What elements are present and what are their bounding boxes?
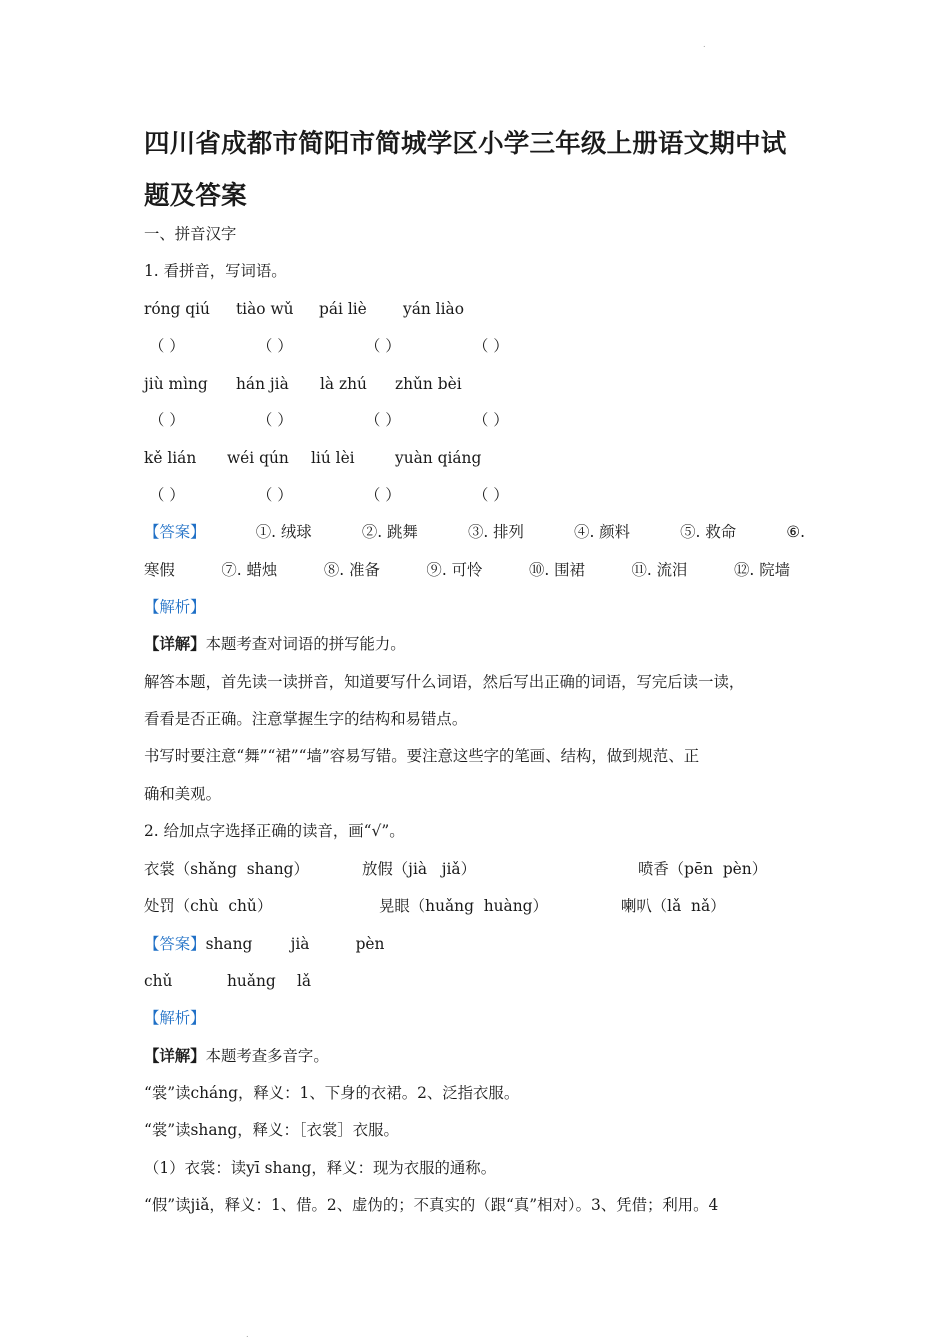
answer-item: ⑥. xyxy=(786,523,805,541)
pinyin-row-1 xyxy=(144,299,464,319)
answer-blank: （ ） xyxy=(149,337,185,355)
pinyin: jiù mìng xyxy=(144,375,208,393)
question-1-prompt: 1. 看拼音，写词语。 xyxy=(144,262,287,280)
q2-option: 喇叭（lǎ nǎ） xyxy=(621,897,726,915)
answer-blank: （ ） xyxy=(365,337,401,355)
answer-blank: （ ） xyxy=(473,337,509,355)
question-2-prompt: 2. 给加点字选择正确的读音，画“√”。 xyxy=(144,822,405,840)
explanation-text: 书写时要注意“舞”“裙”“墙”容易写错。要注意这些字的笔画、结构，做到规范、正 xyxy=(144,747,700,765)
q2-option: 晃眼（huǎng huàng） xyxy=(379,897,548,915)
footer-dot: . xyxy=(246,1330,249,1339)
explanation-text: （1）衣裳：读yī shang，释义：现为衣服的通称。 xyxy=(144,1159,497,1177)
header-dot: . xyxy=(703,40,706,49)
section-heading: 一、拼音汉字 xyxy=(144,225,237,243)
pinyin: tiào wǔ xyxy=(236,300,294,318)
pinyin: róng qiú xyxy=(144,300,210,318)
answer-item: jià xyxy=(290,935,310,953)
answer-item: shang xyxy=(205,935,253,953)
answer-blank: （ ） xyxy=(365,411,401,429)
pinyin: zhǔn bèi xyxy=(395,375,462,393)
explanation-text: 看看是否正确。注意掌握生字的结构和易错点。 xyxy=(144,710,468,728)
pinyin: yuàn qiáng xyxy=(395,449,482,467)
pinyin: hán jià xyxy=(236,375,289,393)
pinyin: liú lèi xyxy=(311,449,355,467)
explanation-text: “假”读jiǎ，释义：1、借。2、虚伪的；不真实的（跟“真”相对）。3、凭借；利用。4 xyxy=(144,1196,719,1214)
pinyin: wéi qún xyxy=(227,449,289,467)
explanation-text: 解答本题，首先读一读拼音，知道要写什么词语，然后写出正确的词语，写完后读一读， xyxy=(144,673,745,691)
answer-item: pèn xyxy=(355,935,385,953)
detail-tag: 【详解】 xyxy=(144,635,206,653)
answer-blank: （ ） xyxy=(473,486,509,504)
answer-blank: （ ） xyxy=(257,337,293,355)
answer-item: lǎ xyxy=(297,972,312,990)
answer-item: ⑫. 院墙 xyxy=(734,561,790,579)
q2-option: 处罚（chù chǔ） xyxy=(144,897,273,915)
blank-row-1 xyxy=(149,336,509,356)
answer-blank: （ ） xyxy=(257,411,293,429)
analysis-tag: 【解析】 xyxy=(144,1009,206,1027)
answer-tag: 【答案】 xyxy=(144,935,206,953)
answer-item: ⑧. 准备 xyxy=(323,561,380,579)
detail-text: 本题考查对词语的拼写能力。 xyxy=(205,635,406,653)
q1-answer-line-2 xyxy=(144,560,790,580)
pinyin-row-3 xyxy=(144,448,481,468)
detail-text: 本题考查多音字。 xyxy=(205,1047,329,1065)
pinyin: pái liè xyxy=(319,300,367,318)
answer-blank: （ ） xyxy=(149,411,185,429)
answer-item: huǎng xyxy=(227,972,276,990)
answer-blank: （ ） xyxy=(473,411,509,429)
explanation-text: “裳”读cháng，释义：1、下身的衣裙。2、泛指衣服。 xyxy=(144,1084,520,1102)
answer-item: 寒假 xyxy=(144,561,175,579)
pinyin: là zhú xyxy=(320,375,367,393)
answer-item: ⑤. 救命 xyxy=(680,523,737,541)
blank-row-2 xyxy=(149,410,509,430)
pinyin: yán liào xyxy=(403,300,464,318)
answer-tag: 【答案】 xyxy=(144,523,206,541)
answer-item: ③. 排列 xyxy=(467,523,524,541)
answer-item: ⑨. 可怜 xyxy=(426,561,483,579)
q2-answer-line-1 xyxy=(144,934,384,954)
q2-option: 喷香（pēn pèn） xyxy=(638,860,768,878)
explanation-text: “裳”读shang，释义：［衣裳］衣服。 xyxy=(144,1121,399,1139)
answer-item: ⑦. 蜡烛 xyxy=(221,561,278,579)
q2-row-2 xyxy=(144,896,726,916)
detail-tag: 【详解】 xyxy=(144,1047,206,1065)
page-title: 四川省成都市简阳市简城学区小学三年级上册语文期中试题及答案 xyxy=(144,129,787,211)
q2-answer-line-2 xyxy=(144,971,311,991)
detail-line xyxy=(144,634,406,654)
answer-blank: （ ） xyxy=(365,486,401,504)
q2-row-1 xyxy=(144,859,767,879)
detail-line xyxy=(144,1046,329,1066)
answer-item: chǔ xyxy=(144,972,173,990)
q2-option: 放假（jià jiǎ） xyxy=(362,860,476,878)
answer-item: ⑪. 流泪 xyxy=(631,561,688,579)
answer-blank: （ ） xyxy=(149,486,185,504)
answer-item: ②. 跳舞 xyxy=(361,523,418,541)
blank-row-3 xyxy=(149,485,509,505)
q2-option: 衣裳（shǎng shang） xyxy=(144,860,309,878)
explanation-text: 确和美观。 xyxy=(144,785,221,803)
pinyin-row-2 xyxy=(144,374,462,394)
analysis-tag: 【解析】 xyxy=(144,598,206,616)
q1-answer-line-1 xyxy=(144,522,805,542)
pinyin: kě lián xyxy=(144,449,197,467)
answer-blank: （ ） xyxy=(257,486,293,504)
answer-item: ①. 绒球 xyxy=(255,523,312,541)
answer-item: ⑩. 围裙 xyxy=(528,561,585,579)
answer-item: ④. 颜料 xyxy=(574,523,631,541)
